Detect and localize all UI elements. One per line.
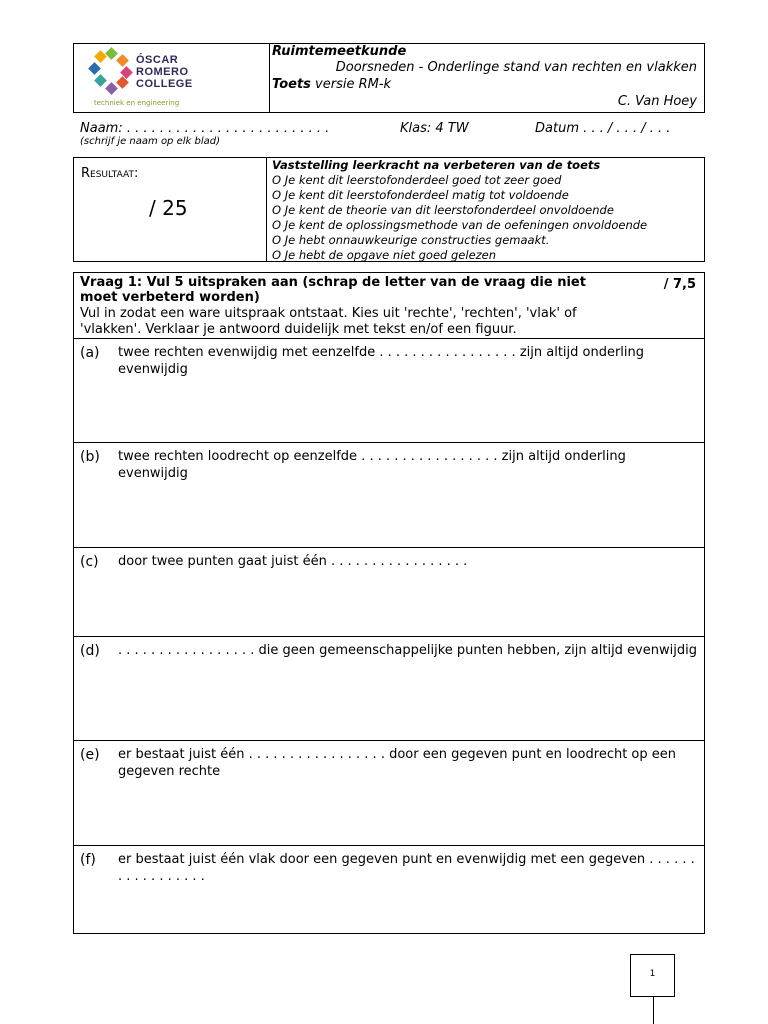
item-label: (d) (80, 643, 100, 659)
item-label: (b) (80, 449, 100, 465)
version-label: versie RM-k (315, 77, 392, 92)
page-number: 1 (649, 969, 656, 979)
item-text: twee rechten evenwijdig met eenzelfde . . . . . . . . . . . . . . . . . zijn altijd onderling evenwijdig (118, 345, 645, 377)
logo-shape (88, 62, 101, 75)
header-box (73, 43, 705, 113)
date-field[interactable]: Datum . . . / . . . / . . . (535, 121, 671, 136)
answer-row-a[interactable] (74, 338, 704, 443)
feedback-item[interactable]: O Je kent dit leerstofonderdeel matig tot voldoende (272, 188, 569, 202)
header-divider (269, 44, 270, 112)
feedback-title: Vaststelling leerkracht na verbeteren van de toets (272, 158, 601, 172)
teacher-name: C. Van Hoey (617, 94, 697, 109)
logo-line: COLLEGE (136, 78, 193, 90)
question-title: Vraag 1: Vul 5 uitspraken aan (schrap de letter van de vraag die niet moet verbeterd worden) (80, 275, 586, 305)
feedback-item[interactable]: O Je kent dit leerstofonderdeel goed tot zeer goed (272, 173, 562, 187)
test-label: Toets (272, 77, 311, 92)
question-instruction: Vul in zodat een ware uitspraak ontstaat. Kies uit 'rechte', 'rechten', 'vlak' of 'vlakken'. Verklaar je antwoord duidelijk met tekst en/of een figuur. (80, 306, 577, 337)
logo-shape (116, 54, 129, 67)
item-label: (f) (80, 852, 96, 868)
item-text: er bestaat juist één vlak door een gegeven punt en evenwijdig met een gegeven . . . . . . . . . . . . . . . . . (118, 852, 695, 884)
answer-row-b[interactable] (74, 442, 704, 548)
name-field[interactable]: Naam: . . . . . . . . . . . . . . . . . . . . . . . . . (80, 121, 330, 136)
item-text: twee rechten loodrecht op eenzelfde . . . . . . . . . . . . . . . . . zijn altijd onderling evenwijdig (118, 449, 626, 481)
answer-row-e[interactable] (74, 740, 704, 846)
feedback-item[interactable]: O Je hebt onnauwkeurige constructies gemaakt. (272, 233, 550, 247)
logo-wordmark (136, 54, 193, 90)
answer-row-c[interactable] (74, 547, 704, 637)
item-label: (a) (80, 345, 100, 361)
class-field: Klas: 4 TW (400, 121, 469, 136)
logo-line: ÓSCAR (136, 54, 179, 66)
result-divider (266, 158, 267, 261)
item-text: . . . . . . . . . . . . . . . . . die geen gemeenschappelijke punten hebben, zijn altijd evenwijdig (118, 643, 697, 658)
logo-shape (105, 82, 118, 95)
feedback-item[interactable]: O Je hebt de opgave niet goed gelezen (272, 248, 497, 262)
feedback-item[interactable]: O Je kent de oplossingsmethode van de oefeningen onvoldoende (272, 218, 648, 232)
result-label: Resultaat: (81, 166, 139, 181)
result-box (73, 157, 705, 262)
feedback-list (272, 158, 647, 263)
item-label: (e) (80, 747, 100, 763)
logo-tagline: techniek en engineering (94, 99, 180, 107)
item-text: er bestaat juist één . . . . . . . . . . . . . . . . . door een gegeven punt en loodrecht op een gegeven rechte (118, 747, 677, 779)
name-note: (schrijf je naam op elk blad) (80, 136, 220, 147)
logo-shape (94, 74, 107, 87)
question-points: / 7,5 (663, 277, 696, 292)
test-version (272, 77, 391, 92)
item-label: (c) (80, 554, 99, 570)
feedback-item[interactable]: O Je kent de theorie van dit leerstofonderdeel onvoldoende (272, 203, 614, 217)
logo-line: ROMERO (136, 66, 189, 78)
page-number-stem (653, 997, 654, 1024)
answer-row-d[interactable] (74, 636, 704, 741)
topic-title: Doorsneden - Onderlinge stand van rechten en vlakken (335, 60, 697, 75)
subject-title: Ruimtemeetkunde (272, 44, 407, 59)
logo-shape (105, 47, 118, 60)
question-box (73, 272, 705, 934)
page-number-box (630, 954, 675, 997)
answer-row-f[interactable] (74, 845, 704, 934)
item-text: door twee punten gaat juist één . . . . . . . . . . . . . . . . . (118, 554, 468, 569)
result-score: / 25 (149, 196, 188, 220)
